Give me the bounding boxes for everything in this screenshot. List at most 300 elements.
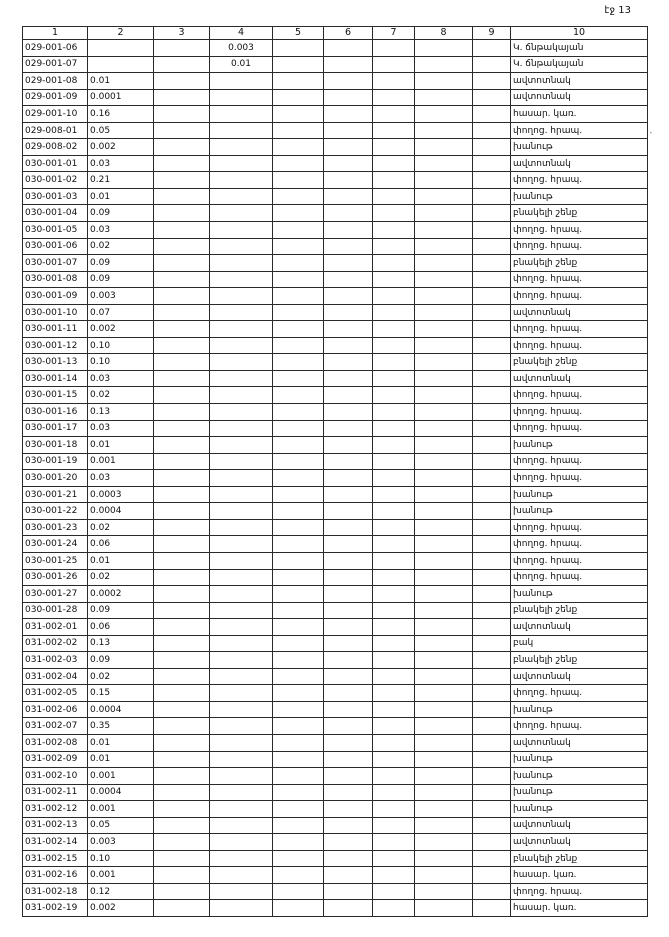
- empty-cell: [154, 801, 210, 818]
- empty-cell: [273, 255, 324, 272]
- empty-cell: [154, 768, 210, 785]
- empty-cell: [473, 652, 511, 669]
- empty-cell: [154, 321, 210, 338]
- empty-cell: [415, 106, 473, 123]
- empty-cell: [473, 552, 511, 569]
- col4-value-cell: [210, 883, 273, 900]
- purpose-cell: խանութ: [511, 486, 648, 503]
- empty-cell: [273, 734, 324, 751]
- empty-cell: [324, 519, 373, 536]
- col4-value-cell: [210, 900, 273, 917]
- empty-cell: [324, 619, 373, 636]
- area-cell: 0.03: [88, 370, 154, 387]
- empty-cell: [273, 288, 324, 305]
- empty-cell: [373, 503, 415, 520]
- empty-cell: [373, 569, 415, 586]
- area-cell: 0.01: [88, 751, 154, 768]
- empty-cell: [273, 586, 324, 603]
- col-header: 10: [511, 27, 648, 40]
- empty-cell: [324, 883, 373, 900]
- empty-cell: [373, 784, 415, 801]
- empty-cell: [373, 453, 415, 470]
- empty-cell: [473, 205, 511, 222]
- purpose-cell: խանութ: [511, 139, 648, 156]
- col4-value-cell: [210, 255, 273, 272]
- empty-cell: [154, 337, 210, 354]
- col4-value-cell: [210, 470, 273, 487]
- table-row: [23, 652, 648, 669]
- empty-cell: [324, 255, 373, 272]
- col4-value-cell: [210, 205, 273, 222]
- parcel-code-cell: 031-002-09: [23, 751, 88, 768]
- empty-cell: [373, 685, 415, 702]
- area-cell: 0.02: [88, 387, 154, 404]
- empty-cell: [324, 238, 373, 255]
- empty-cell: [154, 238, 210, 255]
- parcel-code-cell: 030-001-03: [23, 188, 88, 205]
- empty-cell: [154, 420, 210, 437]
- empty-cell: [324, 89, 373, 106]
- empty-cell: [415, 586, 473, 603]
- parcel-code-cell: 031-002-19: [23, 900, 88, 917]
- table-row: [23, 536, 648, 553]
- empty-cell: [273, 817, 324, 834]
- empty-cell: [273, 652, 324, 669]
- area-cell: 0.02: [88, 668, 154, 685]
- empty-cell: [415, 685, 473, 702]
- purpose-cell: ավտոտնակ: [511, 734, 648, 751]
- empty-cell: [324, 56, 373, 73]
- empty-cell: [473, 569, 511, 586]
- purpose-cell: խանութ: [511, 801, 648, 818]
- area-cell: 0.001: [88, 867, 154, 884]
- col4-value-cell: [210, 503, 273, 520]
- empty-cell: [273, 420, 324, 437]
- empty-cell: [154, 718, 210, 735]
- empty-cell: [273, 519, 324, 536]
- empty-cell: [273, 503, 324, 520]
- table-row: [23, 354, 648, 371]
- purpose-cell: փողոց. հրապ.: [511, 718, 648, 735]
- empty-cell: [415, 801, 473, 818]
- purpose-cell: փողոց. հրապ.: [511, 222, 648, 239]
- area-cell: 0.03: [88, 155, 154, 172]
- area-cell: 0.09: [88, 652, 154, 669]
- header-row: [23, 27, 648, 40]
- parcel-code-cell: 030-001-11: [23, 321, 88, 338]
- parcel-code-cell: 029-001-10: [23, 106, 88, 123]
- empty-cell: [373, 519, 415, 536]
- empty-cell: [473, 354, 511, 371]
- table-row: [23, 321, 648, 338]
- area-cell: 0.02: [88, 238, 154, 255]
- table-row: [23, 172, 648, 189]
- empty-cell: [415, 701, 473, 718]
- col4-value-cell: [210, 817, 273, 834]
- empty-cell: [473, 834, 511, 851]
- empty-cell: [473, 635, 511, 652]
- empty-cell: [415, 387, 473, 404]
- purpose-cell: խանութ: [511, 768, 648, 785]
- empty-cell: [154, 569, 210, 586]
- empty-cell: [373, 238, 415, 255]
- empty-cell: [154, 40, 210, 57]
- purpose-cell: փողոց. հրապ.: [511, 288, 648, 305]
- col4-value-cell: [210, 155, 273, 172]
- empty-cell: [373, 701, 415, 718]
- purpose-cell: փողոց. հրապ.: [511, 519, 648, 536]
- empty-cell: [473, 768, 511, 785]
- empty-cell: [273, 404, 324, 421]
- table-row: [23, 718, 648, 735]
- empty-cell: [154, 883, 210, 900]
- empty-cell: [324, 370, 373, 387]
- col-header: 1: [23, 27, 88, 40]
- empty-cell: [273, 668, 324, 685]
- empty-cell: [154, 586, 210, 603]
- col4-value-cell: [210, 321, 273, 338]
- col4-value-cell: [210, 337, 273, 354]
- empty-cell: [415, 883, 473, 900]
- empty-cell: [415, 321, 473, 338]
- empty-cell: [473, 486, 511, 503]
- empty-cell: [324, 470, 373, 487]
- empty-cell: [415, 536, 473, 553]
- col4-value-cell: [210, 453, 273, 470]
- table-row: [23, 519, 648, 536]
- empty-cell: [273, 867, 324, 884]
- empty-cell: [324, 701, 373, 718]
- purpose-cell: ավտոտնակ: [511, 834, 648, 851]
- table-row: [23, 817, 648, 834]
- col4-value-cell: [210, 404, 273, 421]
- empty-cell: [273, 304, 324, 321]
- empty-cell: [154, 685, 210, 702]
- empty-cell: [154, 288, 210, 305]
- table-row: [23, 834, 648, 851]
- purpose-cell: ավտոտնակ: [511, 73, 648, 90]
- col4-value-cell: [210, 354, 273, 371]
- parcel-code-cell: 031-002-12: [23, 801, 88, 818]
- parcel-code-cell: 029-008-01: [23, 122, 88, 139]
- empty-cell: [373, 602, 415, 619]
- empty-cell: [324, 122, 373, 139]
- empty-cell: [415, 288, 473, 305]
- empty-cell: [273, 536, 324, 553]
- empty-cell: [154, 602, 210, 619]
- table-row: [23, 768, 648, 785]
- parcel-code-cell: 030-001-13: [23, 354, 88, 371]
- empty-cell: [273, 354, 324, 371]
- empty-cell: [415, 205, 473, 222]
- empty-cell: [473, 222, 511, 239]
- empty-cell: [154, 668, 210, 685]
- parcel-code-cell: 031-002-06: [23, 701, 88, 718]
- parcel-code-cell: 031-002-07: [23, 718, 88, 735]
- table-row: [23, 139, 648, 156]
- table-row: [23, 668, 648, 685]
- col4-value-cell: [210, 768, 273, 785]
- parcel-code-cell: 030-001-10: [23, 304, 88, 321]
- purpose-cell: բնակելի շենք: [511, 205, 648, 222]
- table-row: [23, 89, 648, 106]
- col4-value-cell: [210, 437, 273, 454]
- parcel-code-cell: 030-001-07: [23, 255, 88, 272]
- purpose-cell: բնակելի շենք: [511, 255, 648, 272]
- empty-cell: [273, 337, 324, 354]
- empty-cell: [373, 801, 415, 818]
- parcel-code-cell: 030-001-02: [23, 172, 88, 189]
- col4-value-cell: [210, 801, 273, 818]
- area-cell: 0.0004: [88, 701, 154, 718]
- empty-cell: [373, 718, 415, 735]
- empty-cell: [373, 420, 415, 437]
- parcel-code-cell: 030-001-06: [23, 238, 88, 255]
- empty-cell: [324, 685, 373, 702]
- empty-cell: [373, 205, 415, 222]
- empty-cell: [273, 106, 324, 123]
- empty-cell: [415, 404, 473, 421]
- purpose-cell: ավտոտնակ: [511, 89, 648, 106]
- area-cell: 0.001: [88, 801, 154, 818]
- empty-cell: [473, 139, 511, 156]
- empty-cell: [324, 503, 373, 520]
- table-row: [23, 387, 648, 404]
- area-cell: 0.0001: [88, 89, 154, 106]
- parcel-code-cell: 030-001-14: [23, 370, 88, 387]
- area-cell: 0.002: [88, 139, 154, 156]
- table-row: [23, 205, 648, 222]
- empty-cell: [415, 900, 473, 917]
- table-row: [23, 586, 648, 603]
- area-cell: 0.09: [88, 205, 154, 222]
- area-cell: 0.01: [88, 73, 154, 90]
- purpose-cell: բակ: [511, 635, 648, 652]
- empty-cell: [324, 420, 373, 437]
- empty-cell: [154, 188, 210, 205]
- empty-cell: [324, 387, 373, 404]
- empty-cell: [154, 370, 210, 387]
- area-cell: 0.01: [88, 188, 154, 205]
- empty-cell: [415, 635, 473, 652]
- purpose-cell: փողոց. հրապ.: [511, 536, 648, 553]
- parcel-code-cell: 030-001-20: [23, 470, 88, 487]
- empty-cell: [324, 734, 373, 751]
- empty-cell: [373, 734, 415, 751]
- empty-cell: [473, 188, 511, 205]
- purpose-cell: Կ. ճնթակայան: [511, 40, 648, 57]
- parcel-code-cell: 030-001-24: [23, 536, 88, 553]
- purpose-cell: փողոց. հրապ.: [511, 321, 648, 338]
- empty-cell: [415, 470, 473, 487]
- empty-cell: [324, 155, 373, 172]
- empty-cell: [373, 222, 415, 239]
- area-cell: 0.002: [88, 900, 154, 917]
- area-cell: 0.10: [88, 850, 154, 867]
- area-cell: 0.09: [88, 271, 154, 288]
- area-cell: 0.21: [88, 172, 154, 189]
- table-row: [23, 453, 648, 470]
- empty-cell: [154, 751, 210, 768]
- area-cell: 0.0004: [88, 503, 154, 520]
- col4-value-cell: [210, 122, 273, 139]
- empty-cell: [415, 784, 473, 801]
- empty-cell: [373, 188, 415, 205]
- empty-cell: [373, 321, 415, 338]
- empty-cell: [154, 437, 210, 454]
- empty-cell: [473, 900, 511, 917]
- purpose-cell: բնակելի շենք: [511, 602, 648, 619]
- empty-cell: [373, 106, 415, 123]
- parcel-code-cell: 031-002-04: [23, 668, 88, 685]
- area-cell: 0.02: [88, 569, 154, 586]
- empty-cell: [154, 635, 210, 652]
- empty-cell: [473, 73, 511, 90]
- empty-cell: [154, 552, 210, 569]
- purpose-cell: ավտոտնակ: [511, 370, 648, 387]
- purpose-cell: փողոց. հրապ.: [511, 552, 648, 569]
- col-header: 5: [273, 27, 324, 40]
- empty-cell: [473, 817, 511, 834]
- empty-cell: [415, 89, 473, 106]
- empty-cell: [273, 850, 324, 867]
- col4-value-cell: [210, 420, 273, 437]
- empty-cell: [373, 155, 415, 172]
- empty-cell: [415, 370, 473, 387]
- area-cell: 0.13: [88, 404, 154, 421]
- parcel-code-cell: 030-001-26: [23, 569, 88, 586]
- table-row: [23, 801, 648, 818]
- col4-value-cell: [210, 238, 273, 255]
- col-header: 6: [324, 27, 373, 40]
- empty-cell: [373, 172, 415, 189]
- col4-value-cell: [210, 850, 273, 867]
- area-cell: 0.12: [88, 883, 154, 900]
- empty-cell: [415, 552, 473, 569]
- empty-cell: [415, 734, 473, 751]
- empty-cell: [473, 387, 511, 404]
- margin-tick-mark: ᠊: [650, 129, 652, 138]
- empty-cell: [373, 40, 415, 57]
- empty-cell: [273, 238, 324, 255]
- col4-value-cell: [210, 569, 273, 586]
- empty-cell: [273, 569, 324, 586]
- empty-cell: [324, 652, 373, 669]
- empty-cell: [154, 817, 210, 834]
- col4-value-cell: 0.01: [210, 56, 273, 73]
- empty-cell: [473, 536, 511, 553]
- table-row: [23, 73, 648, 90]
- empty-cell: [273, 321, 324, 338]
- empty-cell: [473, 586, 511, 603]
- area-cell: [88, 56, 154, 73]
- empty-cell: [473, 619, 511, 636]
- parcel-code-cell: 031-002-16: [23, 867, 88, 884]
- parcel-code-cell: 030-001-23: [23, 519, 88, 536]
- empty-cell: [415, 56, 473, 73]
- area-cell: [88, 40, 154, 57]
- purpose-cell: ավտոտնակ: [511, 155, 648, 172]
- empty-cell: [324, 106, 373, 123]
- col4-value-cell: [210, 387, 273, 404]
- empty-cell: [273, 271, 324, 288]
- empty-cell: [473, 271, 511, 288]
- table-row: [23, 122, 648, 139]
- empty-cell: [154, 900, 210, 917]
- empty-cell: [473, 519, 511, 536]
- empty-cell: [324, 271, 373, 288]
- empty-cell: [373, 867, 415, 884]
- empty-cell: [154, 304, 210, 321]
- empty-cell: [373, 586, 415, 603]
- empty-cell: [415, 453, 473, 470]
- purpose-cell: խանութ: [511, 751, 648, 768]
- area-cell: 0.09: [88, 255, 154, 272]
- empty-cell: [273, 437, 324, 454]
- empty-cell: [473, 470, 511, 487]
- area-cell: 0.10: [88, 354, 154, 371]
- empty-cell: [373, 850, 415, 867]
- purpose-cell: փողոց. հրապ.: [511, 470, 648, 487]
- empty-cell: [154, 701, 210, 718]
- empty-cell: [415, 503, 473, 520]
- table-row: [23, 404, 648, 421]
- col4-value-cell: [210, 222, 273, 239]
- empty-cell: [324, 73, 373, 90]
- empty-cell: [324, 834, 373, 851]
- empty-cell: [324, 569, 373, 586]
- empty-cell: [273, 453, 324, 470]
- purpose-cell: ավտոտնակ: [511, 668, 648, 685]
- empty-cell: [324, 486, 373, 503]
- parcel-code-cell: 030-001-08: [23, 271, 88, 288]
- empty-cell: [273, 470, 324, 487]
- parcel-code-cell: 030-001-01: [23, 155, 88, 172]
- empty-cell: [415, 222, 473, 239]
- table-row: [23, 867, 648, 884]
- empty-cell: [473, 420, 511, 437]
- area-cell: 0.03: [88, 470, 154, 487]
- table-row: [23, 486, 648, 503]
- empty-cell: [473, 437, 511, 454]
- empty-cell: [324, 205, 373, 222]
- table-row: [23, 56, 648, 73]
- empty-cell: [154, 734, 210, 751]
- area-cell: 0.001: [88, 453, 154, 470]
- empty-cell: [154, 834, 210, 851]
- empty-cell: [415, 354, 473, 371]
- empty-cell: [373, 817, 415, 834]
- col4-value-cell: [210, 784, 273, 801]
- empty-cell: [154, 73, 210, 90]
- empty-cell: [373, 635, 415, 652]
- purpose-cell: փողոց. հրապ.: [511, 387, 648, 404]
- empty-cell: [324, 751, 373, 768]
- parcel-code-cell: 030-001-17: [23, 420, 88, 437]
- empty-cell: [473, 718, 511, 735]
- empty-cell: [373, 536, 415, 553]
- empty-cell: [154, 536, 210, 553]
- empty-cell: [415, 602, 473, 619]
- col4-value-cell: [210, 602, 273, 619]
- table-row: [23, 602, 648, 619]
- purpose-cell: փողոց. հրապ.: [511, 883, 648, 900]
- empty-cell: [273, 900, 324, 917]
- table-row: [23, 470, 648, 487]
- empty-cell: [373, 354, 415, 371]
- empty-cell: [415, 834, 473, 851]
- purpose-cell: փողոց. հրապ.: [511, 453, 648, 470]
